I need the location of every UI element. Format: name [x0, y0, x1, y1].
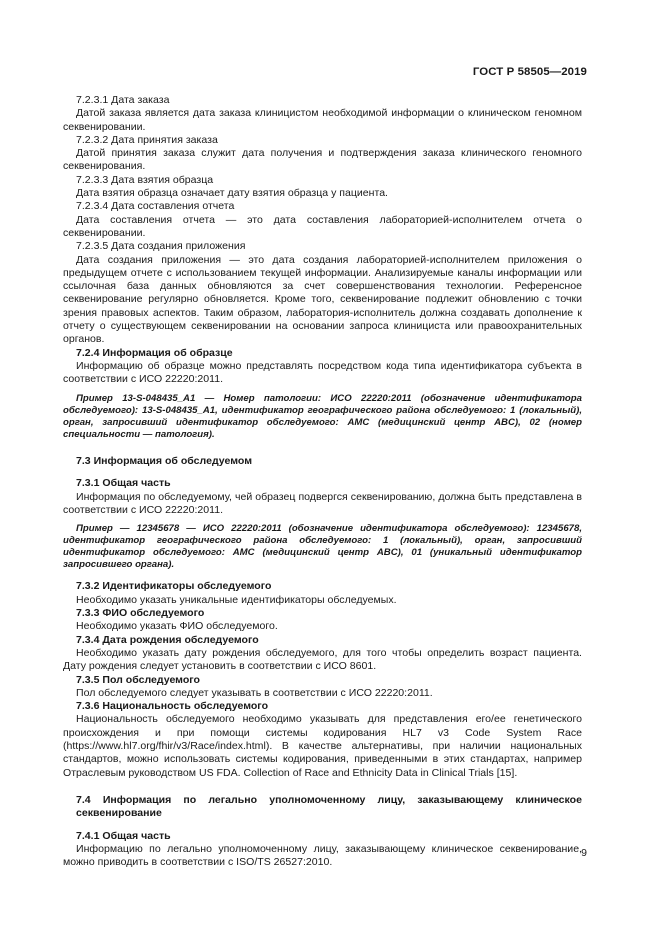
spacer [63, 441, 582, 455]
paragraph: Национальность обследуемого необходимо указывать для представления его/ее генетического происхождения и при помощи системы кодирования HL7 v3 Code System Race (https://www.hl7.org/fhir/v3/Race/index.html). В качестве альтернативы, при наличии национальных стандартов, можно использовать системы кодирования, приведенными в этих стандартах, например Отраслевым руководством US FDA. Collection of Race and Ethnicity Data in Clinical Trials [15]. [63, 713, 582, 779]
example-note: Пример — 12345678 — ИСО 22220:2011 (обозначение идентификатора обследуемого): 12345678, идентификатор географического района обследуемого: 1 (локальный), орган, запросивший идентификатор обследуемого: AMC (медицинский центр ABC), 01 (уникальный идентификатор запросившего органа). [63, 523, 582, 571]
section-heading: 7.3.2 Идентификаторы обследуемого [76, 580, 272, 593]
paragraph: Информацию об образце можно представлять посредством кода типа идентификатора субъекта в соответствии с ИСО 22220:2011. [63, 359, 582, 386]
paragraph: Датой принятия заказа служит дата получения и подтверждения заказа клинического геномного секвенирования. [63, 147, 582, 173]
paragraph: Дата составления отчета — это дата составления лабораторией-исполнителем отчета о секвенировании. [63, 213, 582, 239]
paragraph: 7.2.3.4 Дата составления отчета [76, 200, 235, 213]
section-heading: 7.2.4 Информация об образце [76, 346, 233, 359]
paragraph: Пол обследуемого следует указывать в соответствии с ИСО 22220:2011. [76, 686, 433, 699]
page-number: 9 [581, 847, 587, 859]
paragraph: Необходимо указать ФИО обследуемого. [76, 620, 278, 633]
paragraph: 7.2.3.2 Дата принятия заказа [76, 133, 218, 146]
paragraph: Информация по обследуемому, чей образец подвергся секвенированию, должна быть представлена в соответствии с ИСО 22220:2011. [63, 490, 582, 516]
spacer [63, 468, 582, 477]
section-heading: 7.3.1 Общая часть [76, 477, 171, 490]
paragraph: Необходимо указать уникальные идентификаторы обследуемых. [76, 593, 397, 606]
paragraph: 7.2.3.3 Дата взятия образца [76, 173, 214, 186]
paragraph: 7.2.3.1 Дата заказа [76, 94, 170, 106]
section-heading: 7.3.3 ФИО обследуемого [76, 607, 205, 620]
paragraph: 7.2.3.5 Дата создания приложения [76, 240, 246, 253]
section-heading: 7.4.1 Общая часть [76, 829, 171, 842]
section-heading: 7.3.4 Дата рождения обследуемого [76, 633, 259, 646]
example-note: Пример 13-S-048435_A1 — Номер патологии: ИСО 22220:2011 (обозначение идентификатора обследуемого): 13-S-048435_A1, идентификатор географического района обследуемого: 1 (локальный), орган, запросивший идентификатор обследуемого: AMC (медицинский центр ABC), 02 (номер специальности — патология). [63, 392, 582, 440]
spacer [63, 821, 582, 830]
section-heading: 7.3.5 Пол обследуемого [76, 673, 200, 686]
paragraph: Датой заказа является дата заказа клиницистом необходимой информации о клиническом геномном секвенировании. [63, 107, 582, 133]
section-heading: 7.3 Информация об обследуемом [76, 454, 253, 467]
paragraph: Информацию по легально уполномоченному лицу, заказывающему клиническое секвенирование, можно приводить в соответствии с ISO/TS 26527:2010. [63, 842, 582, 869]
paragraph: Дата взятия образца означает дату взятия образца у пациента. [76, 187, 388, 200]
section-heading: 7.4 Информация по легально уполномоченному лицу, заказывающему клиническое секвенирование [76, 793, 582, 820]
spacer [63, 571, 582, 580]
paragraph: Необходимо указать дату рождения обследуемого, для того чтобы определить возраст пациента. Дату рождения следует установить в соответствии с ИСО 8601. [63, 646, 582, 673]
section-heading: 7.3.6 Национальность обследуемого [76, 700, 269, 713]
paragraph: Дата создания приложения — это дата создания лабораторией-исполнителем приложения о предыдущем отчете с использованием текущей информации. Анализируемые каналы информации или ссылочная база данных обновляются за счет совершенствования технологии. Референсное секвенирование регулярно обновляется. Кроме того, секвенирование подлежит обновлению с точки зрения правовых аспектов. Таким образом, лаборатория-исполнитель должна создавать дополнение к отчету о существующем секвенировании на основании запроса клинициста или правоохранительных органов. [63, 253, 582, 346]
document-body [63, 94, 582, 869]
spacer [63, 780, 582, 794]
standard-header: ГОСТ Р 58505—2019 [472, 66, 587, 78]
